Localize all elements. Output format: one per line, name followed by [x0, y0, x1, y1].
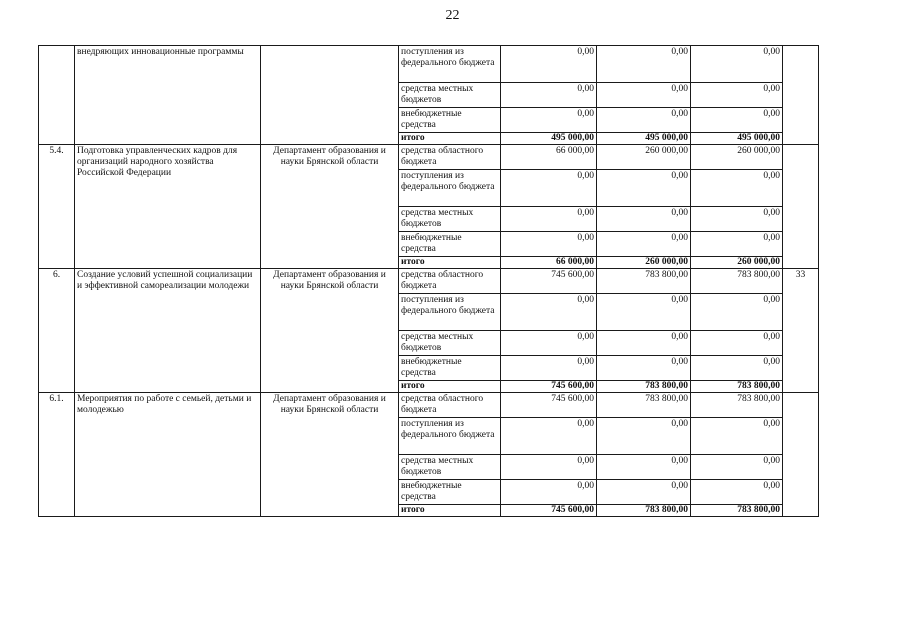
- amount-v2: 0,00: [597, 108, 691, 133]
- table-row: [39, 46, 819, 83]
- amount-v2: 495 000,00: [597, 133, 691, 145]
- amount-v2: 260 000,00: [597, 257, 691, 269]
- funding-source: поступления из федерального бюджета: [399, 294, 501, 331]
- amount-v1: 745 600,00: [501, 269, 597, 294]
- amount-v3: 0,00: [691, 232, 783, 257]
- funding-source: внебюджетные средства: [399, 232, 501, 257]
- funding-source: итого: [399, 257, 501, 269]
- amount-v3: 0,00: [691, 294, 783, 331]
- indicator-ref: [783, 393, 819, 517]
- amount-v1: 0,00: [501, 480, 597, 505]
- amount-v3: 0,00: [691, 356, 783, 381]
- funding-source: средства местных бюджетов: [399, 83, 501, 108]
- amount-v1: 0,00: [501, 108, 597, 133]
- amount-v3: 0,00: [691, 46, 783, 83]
- measure-name: Подготовка управленческих кадров для организаций народного хозяйства Российской Федерации: [75, 145, 261, 269]
- amount-v1: 66 000,00: [501, 257, 597, 269]
- amount-v2: 0,00: [597, 232, 691, 257]
- amount-v2: 783 800,00: [597, 381, 691, 393]
- amount-v3: 0,00: [691, 480, 783, 505]
- indicator-ref: 33: [783, 269, 819, 393]
- funding-source: итого: [399, 505, 501, 517]
- executor: Департамент образования и науки Брянской области: [261, 393, 399, 517]
- amount-v2: 783 800,00: [597, 393, 691, 418]
- funding-source: средства областного бюджета: [399, 269, 501, 294]
- item-number: [39, 46, 75, 145]
- funding-source: средства местных бюджетов: [399, 207, 501, 232]
- amount-v3: 783 800,00: [691, 269, 783, 294]
- amount-v3: 0,00: [691, 108, 783, 133]
- funding-source: внебюджетные средства: [399, 480, 501, 505]
- funding-source: внебюджетные средства: [399, 356, 501, 381]
- amount-v2: 0,00: [597, 418, 691, 455]
- funding-source: итого: [399, 381, 501, 393]
- amount-v1: 745 600,00: [501, 505, 597, 517]
- amount-v2: 0,00: [597, 480, 691, 505]
- amount-v2: 0,00: [597, 294, 691, 331]
- amount-v2: 0,00: [597, 46, 691, 83]
- amount-v3: 0,00: [691, 331, 783, 356]
- amount-v2: 783 800,00: [597, 269, 691, 294]
- amount-v1: 745 600,00: [501, 381, 597, 393]
- table-row: [39, 145, 819, 170]
- amount-v3: 260 000,00: [691, 145, 783, 170]
- amount-v1: 0,00: [501, 232, 597, 257]
- table-row: [39, 269, 819, 294]
- amount-v3: 260 000,00: [691, 257, 783, 269]
- amount-v2: 0,00: [597, 207, 691, 232]
- amount-v1: 66 000,00: [501, 145, 597, 170]
- amount-v3: 783 800,00: [691, 505, 783, 517]
- funding-source: поступления из федерального бюджета: [399, 418, 501, 455]
- amount-v3: 0,00: [691, 83, 783, 108]
- indicator-ref: [783, 46, 819, 145]
- executor: Департамент образования и науки Брянской области: [261, 145, 399, 269]
- funding-source: итого: [399, 133, 501, 145]
- amount-v1: 745 600,00: [501, 393, 597, 418]
- executor: [261, 46, 399, 145]
- amount-v3: 495 000,00: [691, 133, 783, 145]
- amount-v1: 495 000,00: [501, 133, 597, 145]
- item-number: 6.: [39, 269, 75, 393]
- funding-source: средства местных бюджетов: [399, 455, 501, 480]
- budget-table: [38, 45, 819, 517]
- amount-v1: 0,00: [501, 418, 597, 455]
- amount-v3: 783 800,00: [691, 393, 783, 418]
- amount-v3: 783 800,00: [691, 381, 783, 393]
- amount-v3: 0,00: [691, 455, 783, 480]
- funding-source: средства областного бюджета: [399, 393, 501, 418]
- amount-v1: 0,00: [501, 207, 597, 232]
- amount-v3: 0,00: [691, 207, 783, 232]
- executor: Департамент образования и науки Брянской области: [261, 269, 399, 393]
- amount-v2: 260 000,00: [597, 145, 691, 170]
- item-number: 6.1.: [39, 393, 75, 517]
- funding-source: средства областного бюджета: [399, 145, 501, 170]
- amount-v3: 0,00: [691, 170, 783, 207]
- amount-v1: 0,00: [501, 455, 597, 480]
- amount-v2: 0,00: [597, 170, 691, 207]
- amount-v1: 0,00: [501, 46, 597, 83]
- funding-source: внебюджетные средства: [399, 108, 501, 133]
- measure-name: Мероприятия по работе с семьей, детьми и молодежью: [75, 393, 261, 517]
- page-number: 22: [445, 8, 460, 23]
- amount-v2: 783 800,00: [597, 505, 691, 517]
- amount-v1: 0,00: [501, 170, 597, 207]
- funding-source: поступления из федерального бюджета: [399, 170, 501, 207]
- item-number: 5.4.: [39, 145, 75, 269]
- amount-v3: 0,00: [691, 418, 783, 455]
- amount-v2: 0,00: [597, 356, 691, 381]
- amount-v1: 0,00: [501, 331, 597, 356]
- amount-v2: 0,00: [597, 455, 691, 480]
- indicator-ref: [783, 145, 819, 269]
- amount-v1: 0,00: [501, 83, 597, 108]
- table-row: [39, 393, 819, 418]
- measure-name: Создание условий успешной социализации и эффективной самореализации молодежи: [75, 269, 261, 393]
- amount-v2: 0,00: [597, 83, 691, 108]
- amount-v1: 0,00: [501, 294, 597, 331]
- measure-name: внедряющих инновационные программы: [75, 46, 261, 145]
- amount-v1: 0,00: [501, 356, 597, 381]
- funding-source: средства местных бюджетов: [399, 331, 501, 356]
- funding-source: поступления из федерального бюджета: [399, 46, 501, 83]
- amount-v2: 0,00: [597, 331, 691, 356]
